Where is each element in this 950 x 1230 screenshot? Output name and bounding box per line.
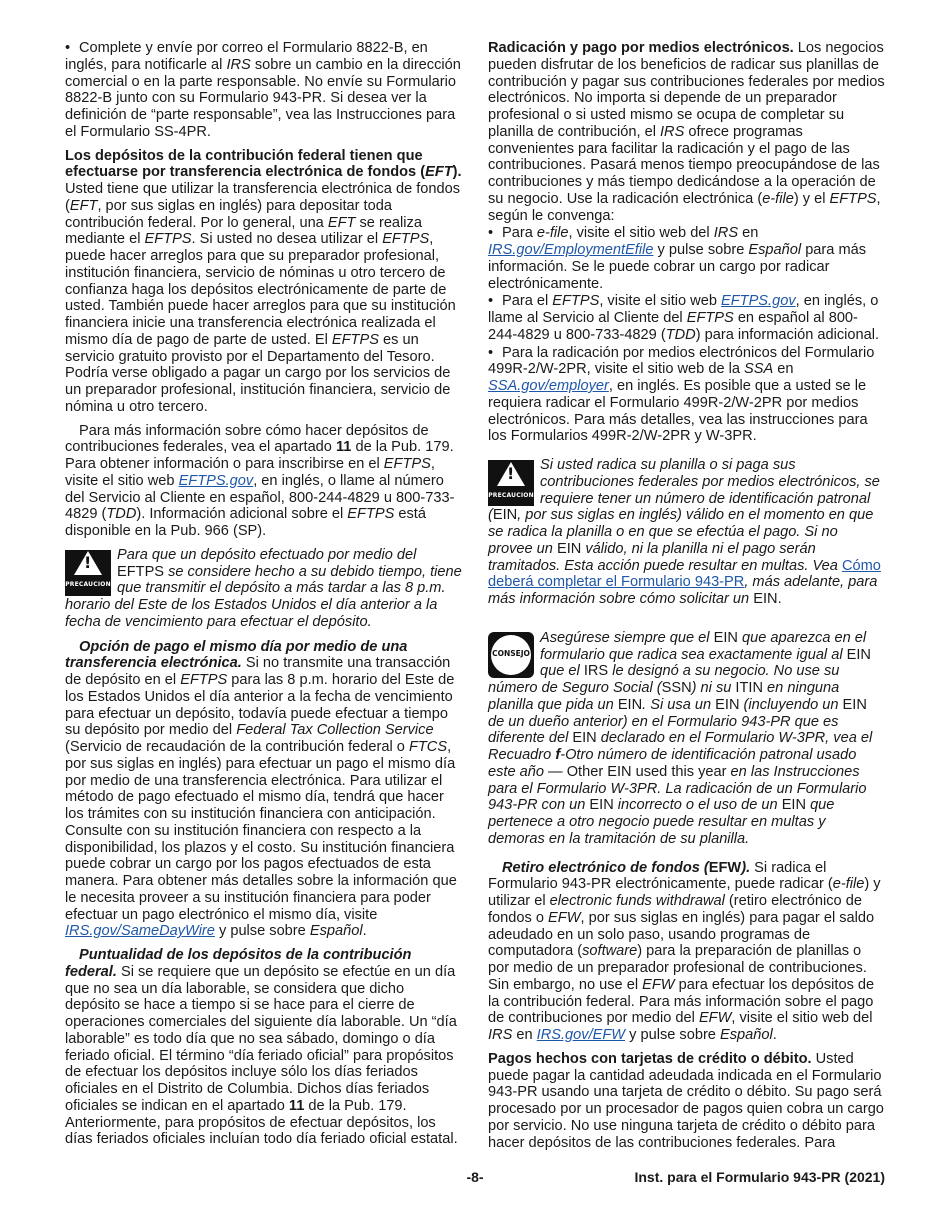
right-column [488,40,886,1158]
bullet: • [488,344,494,361]
bullet-ssa: • Para la radicación por medios electrónicos del Formulario 499R-2/W-2PR, visite el sitio web de la SSA en SSA.gov/employer, en inglés. Es posible que a usted se le requiera radicar el Formulario 499R-2/W-2PR por medios electrónicos. Para más detalles, vea las instrucciones para los Formularios 499R-2/W-2PR y W-3PR. [488,344,875,445]
page-footer [65,1169,885,1187]
caution-note: ! PRECAUCION Para que un depósito efectuado por medio del EFTPS se considere hecho a su debido tiempo, tiene que transmitir el depósito a más tardar a las 8 p.m. horario del Este de los Estados Unidos el día anterior a la fecha de vencimiento para efectuar el depósito. [65,546,462,630]
link-same-day-wire[interactable]: IRS.gov/SameDayWire [65,923,215,940]
link-employment-efile[interactable]: IRS.gov/EmploymentEfile [488,242,654,258]
left-column [65,40,463,1155]
paragraph-efw: Retiro electrónico de fondos (EFW). Si radica el Formulario 943-PR electrónicamente, puede radicar (e-file) y utilizar el electronic funds withdrawal (retiro electrónico de fondos o EFW, por sus siglas en inglés) para pagar el saldo adeudado en un solo paso, usando programas de computadora (software) para la preparación de planillas o por medio de un preparador profesional de contribuciones. Sin embargo, no use el EFW para efectuar los depósitos de la contribución federal. Para más información sobre el pago de contribuciones por medio del EFW, visite el sitio web del IRS en IRS.gov/EFW y pulse sobre Español. [488,859,881,1043]
tip-note-ein: CONSEJO Asegúrese siempre que el EIN que aparezca en el formulario que radica sea exactamente igual al EIN que el IRS le designó a su negocio. No use su número de Seguro Social (SSN) ni su ITIN en ninguna planilla que pida un EIN. Si usa un EIN (incluyendo un EIN de un dueño anterior) en el Formulario 943-PR que es diferente del EIN declarado en el Formulario W-3PR, vea el Recuadro f-Otro número de identificación patronal usado este año — Other EIN used this year en las Instrucciones para el Formulario W-3PR. La radicación de un Formulario 943-PR con un EIN incorrecto o el uso de un EIN que pertenece a otro negocio puede resultar en multas y demoras en la tramitación de su planilla. [488,629,873,847]
paragraph-card-payments: Pagos hechos con tarjetas de crédito o débito. Usted puede pagar la cantidad adeudada indicada en el Formulario 943-PR usando una tarjeta de crédito o débito. Su pago será procesado por un procesador de pagos quien cobra un cargo por servicio. No use ninguna tarjeta de crédito o débito para hacer depósitos de las contribuciones federales. Para [488,1050,884,1151]
link-eftps[interactable]: EFTPS.gov [721,293,796,310]
paragraph-eft-deposits: Los depósitos de la contribución federal tienen que efectuarse por transferencia electrónica de fondos (EFT). Usted tiene que utilizar la transferencia electrónica de fondos (EFT, por sus siglas en inglés) para depositar toda contribución federal. Por lo general, una EFT se realiza mediante el EFTPS. Si usted no desea utilizar el EFTPS, puede hacer arreglos para que su preparador profesional, institución financiera, servicio de nóminas u otro tercero de confianza haga los depósitos electrónicamente de parte de usted. También puede hacer arreglos para que su institución financiera inicie una transferencia electrónica realizada el mismo día de pago de parte de usted. El EFTPS es un servicio gratuito provisto por el Departamento del Tesoro. Podría verse obligado a pagar un cargo por los servicios de un preparador profesional, institución financiera, servicio de nómina u otro tercero. [65,147,462,415]
bullet-efile: • Para e-file, visite el sitio web del IRS en IRS.gov/EmploymentEfile y pulse sobre Español para más información. Se le puede cobrar un cargo por radicar electrónicamente. [488,225,867,292]
caution-note-ein: ! PRECAUCION Si usted radica su planilla o si paga sus contribuciones federales por medios electrónicos, se requiere tener un número de identificación patronal (EIN, por sus siglas en inglés) válido en el momento en que se radica la planilla o en que se efectúa el pago. Si no provee un EIN válido, ni la planilla ni el pago serán tramitados. Esta acción puede resultar en multas. Vea Cómo deberá completar el Formulario 943-PR, más adelante, para más información sobre cómo solicitar un EIN. [488,457,881,607]
paragraph-form-8822b: • Complete y envíe por correo el Formulario 8822-B, en inglés, para notificarle al IRS sobre un cambio en la dirección comercial o en la parte responsable. No envíe su Formulario 8822-B junto con su Formulario 943-PR. Si desea ver la definición de “parte responsable”, vea las Instrucciones para el Formulario SS-4PR. [65,40,461,140]
tip-icon: CONSEJO [488,632,534,678]
bullet-eftps: • Para el EFTPS, visite el sitio web EFTPS.gov, en inglés, o llame al Servicio al Cliente del EFTPS en español al 800-244-4829 u 800-733-4829 (TDD) para información adicional. [488,293,880,343]
bullet: • [488,293,494,310]
link-eftps[interactable]: EFTPS.gov [178,472,254,489]
paragraph-same-day-option: Opción de pago el mismo día por medio de una transferencia electrónica. Si no transmite una transacción de depósito en el EFTPS para las 8 p.m. horario del Este de los Estados Unidos el día anterior a la fecha de vencimiento para efectuar un depósito, todavía puede efectuar a tiempo su depósito por medio del Federal Tax Collection Service (Servicio de recaudación de la contribución federal o FTCS, por sus siglas en inglés) para efectuar un pago el mismo día por medio de una transferencia electrónica. Para utilizar el método de pago efectuado el mismo día, tendrá que hacer los trámites con su institución financiera con anticipación. Consulte con su institución financiera con respecto a la disponibilidad, los plazos y el costo. Su institución financiera puede cobrar un cargo por los pagos efectuados de esta manera. Para obtener más detalles sobre la información que le necesita proveer a su institución financiera para poder efectuar un pago electrónico el mismo día, visite IRS.gov/SameDayWire y pulse sobre Español. [65,638,457,940]
paragraph-timeliness: Puntualidad de los depósitos de la contribución federal. Si se requiere que un depósito se efectúe en un día que no sea un día laborable, se considera que dicho depósito se hace a tiempo si se hace para el cierre de operaciones comerciales del siguiente día laborable. Un “día laborable” es todo día que no sea sábado, domingo o día feriado oficial. El término “día feriado oficial” para propósitos de efectuar los depósitos incluye sólo los días feriados oficiales en el Distrito de Columbia. Dichos días feriados oficiales se indican en el apartado 11 de la Pub. 179. Anteriormente, para propósitos de efectuar depósitos, los días feriados oficiales incluían todo día feriado oficial estatal. [65,947,458,1148]
paragraph-electronic-filing: Radicación y pago por medios electrónicos. Los negocios pueden disfrutar de los beneficios de radicar sus planillas de contribución y pagar sus contribuciones federales por medios electrónicos. No importa si depende de un preparador profesional o si usted mismo se ocupa de completar su planilla de contribución, el IRS ofrece programas convenientes para facilitar la radicación y el pago de las contribuciones. Pasará menos tiempo preocupándose de las contribuciones y más tiempo dedicándose a la operación de su negocio. Use la radicación electrónica (e-file) y el EFTPS, según le convenga: [488,40,885,224]
link-ssa-employer[interactable]: SSA.gov/employer [488,378,609,394]
caution-icon: ! PRECAUCION [65,550,111,596]
paragraph-more-info-deposits: Para más información sobre cómo hacer depósitos de contribuciones federales, vea el apartado 11 de la Pub. 179. Para obtener información o para inscribirse en el EFTPS, visite el sitio web EFTPS.gov, en inglés, o llame al número del Servicio al Cliente en español, 800-244-4829 u 800-733-4829 (TDD). Información adicional sobre el EFTPS está disponible en la Pub. 966 (SP). [65,422,455,539]
link-how-to-complete-form[interactable]: Cómo deberá completar el Formulario 943-PR [488,557,881,591]
document-title: Inst. para el Formulario 943-PR (2021) [634,1169,885,1185]
bullet: • [488,225,494,242]
caution-icon: ! PRECAUCION [488,460,534,506]
bullet: • [65,40,71,56]
link-efw[interactable]: IRS.gov/EFW [536,1027,626,1043]
page-number: -8- [466,1169,484,1185]
